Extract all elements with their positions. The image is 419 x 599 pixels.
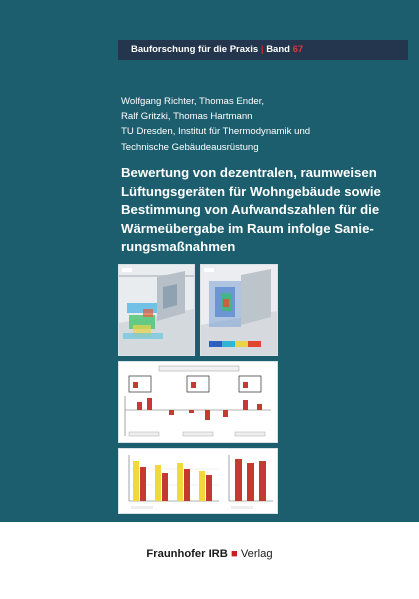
simulation-image-left	[118, 264, 195, 356]
publisher-dot-icon: ■	[230, 548, 238, 560]
series-bar	[118, 40, 408, 60]
title-line: Lüftungsgeräten für Wohngebäude sowie	[121, 183, 381, 199]
publisher-name: Fraunhofer IRB	[146, 548, 228, 560]
institution-line: TU Dresden, Institut für Thermodynamik und	[121, 126, 311, 138]
cover-footer	[0, 522, 419, 599]
chart-image-bars	[118, 448, 278, 514]
publisher-suffix: Verlag	[240, 548, 273, 560]
author-line: Ralf Gritzki, Thomas Hartmann	[121, 111, 253, 123]
title-line: Bewertung von dezentralen, raumweisen	[121, 165, 377, 180]
band-label: Band	[266, 44, 290, 55]
title-line: rungsmaßnahmen	[121, 239, 236, 255]
chart-image-rooms	[118, 361, 278, 443]
title-line: Wärmeübergabe im Raum infolge Sanie-	[121, 220, 374, 236]
band-number: 67	[292, 44, 304, 55]
institution-line: Technische Gebäudeausrüstung	[121, 141, 259, 153]
series-separator: |	[260, 44, 264, 55]
title-line: Bestimmung von Aufwandszahlen für die	[121, 202, 380, 218]
author-line: Wolfgang Richter, Thomas Ender,	[121, 96, 265, 107]
book-title	[121, 164, 413, 257]
authors-block	[121, 94, 411, 155]
simulation-image-right	[200, 264, 278, 356]
publisher-logo	[0, 548, 419, 560]
series-name: Bauforschung für die Praxis	[131, 44, 259, 55]
